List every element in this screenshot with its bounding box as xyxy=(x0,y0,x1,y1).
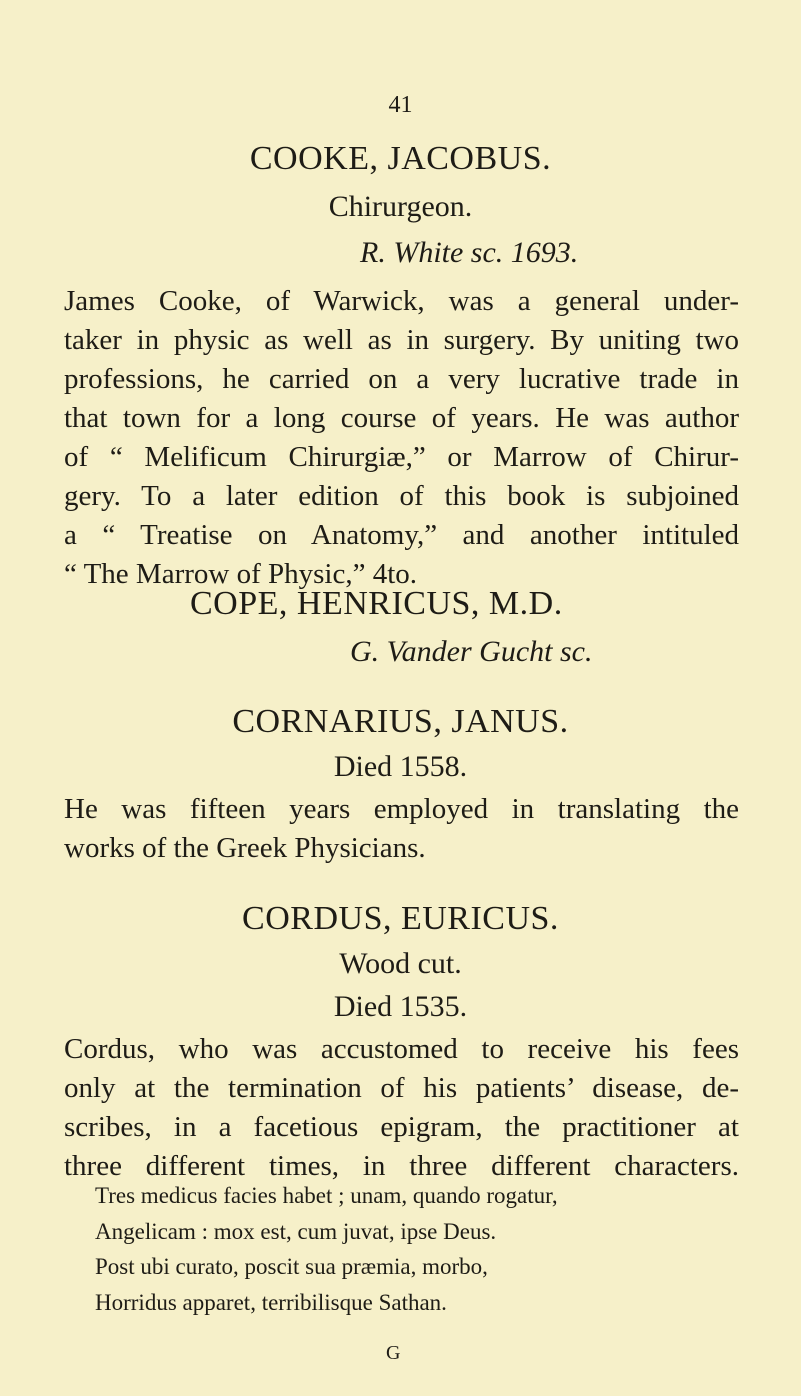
entry-paragraph-cordus xyxy=(64,1030,739,1186)
entry-paragraph-cooke xyxy=(64,282,739,594)
verse-line: Tres medicus facies habet ; unam, quando rogatur, xyxy=(95,1183,558,1208)
paragraph-line: Cordus, who was accustomed to receive his fees xyxy=(64,1033,739,1065)
entry-heading-cope: COPE, HENRICUS, M.D. xyxy=(190,585,563,622)
paragraph-line: He was fifteen years employed in translating the xyxy=(64,793,739,825)
entry-paragraph-cornarius xyxy=(64,790,739,868)
paragraph-line: James Cooke, of Warwick, was a general under- xyxy=(64,285,739,317)
entry-subtitle-cooke: Chirurgeon. xyxy=(328,190,473,223)
page-number: 41 xyxy=(388,92,413,118)
signature-mark: G xyxy=(386,1342,401,1364)
entry-subtitle-cordus: Wood cut. xyxy=(339,947,462,980)
paragraph-line: “ The Marrow of Physic,” 4to. xyxy=(64,558,418,590)
verse-line: Angelicam : mox est, cum juvat, ipse Deus. xyxy=(95,1218,497,1244)
entry-heading-cordus: CORDUS, EURICUS. xyxy=(242,900,559,937)
entry-heading-cooke: COOKE, JACOBUS. xyxy=(249,140,552,177)
entry-heading-cornarius: CORNARIUS, JANUS. xyxy=(232,703,569,740)
paragraph-line: only at the termination of his patients’ disease, de- xyxy=(64,1072,739,1104)
entry-credit-cooke: R. White sc. 1693. xyxy=(360,236,579,269)
paragraph-line: a “ Treatise on Anatomy,” and another intituled xyxy=(64,519,739,551)
paragraph-line: professions, he carried on a very lucrative trade in xyxy=(64,363,739,395)
entry-subtitle-cornarius: Died 1558. xyxy=(333,750,468,783)
paragraph-line: works of the Greek Physicians. xyxy=(64,832,426,864)
verse-line: Horridus apparet, terribilisque Sathan. xyxy=(95,1289,447,1315)
entry-credit-cope: G. Vander Gucht sc. xyxy=(350,635,593,668)
verse-line: Post ubi curato, poscit sua præmia, morbo, xyxy=(95,1254,488,1279)
paragraph-line: taker in physic as well as in surgery. By uniting two xyxy=(64,324,739,356)
paragraph-line: scribes, in a facetious epigram, the practitioner at xyxy=(64,1111,739,1143)
entry-subtitle2-cordus: Died 1535. xyxy=(333,990,468,1023)
paragraph-line: of “ Melificum Chirurgiæ,” or Marrow of Chirur- xyxy=(64,441,739,473)
paragraph-line: that town for a long course of years. He was author xyxy=(64,402,739,434)
epigram-verse xyxy=(95,1178,558,1320)
paragraph-line: three different times, in three different characters. xyxy=(64,1150,739,1182)
paragraph-line: gery. To a later edition of this book is subjoined xyxy=(64,480,739,512)
